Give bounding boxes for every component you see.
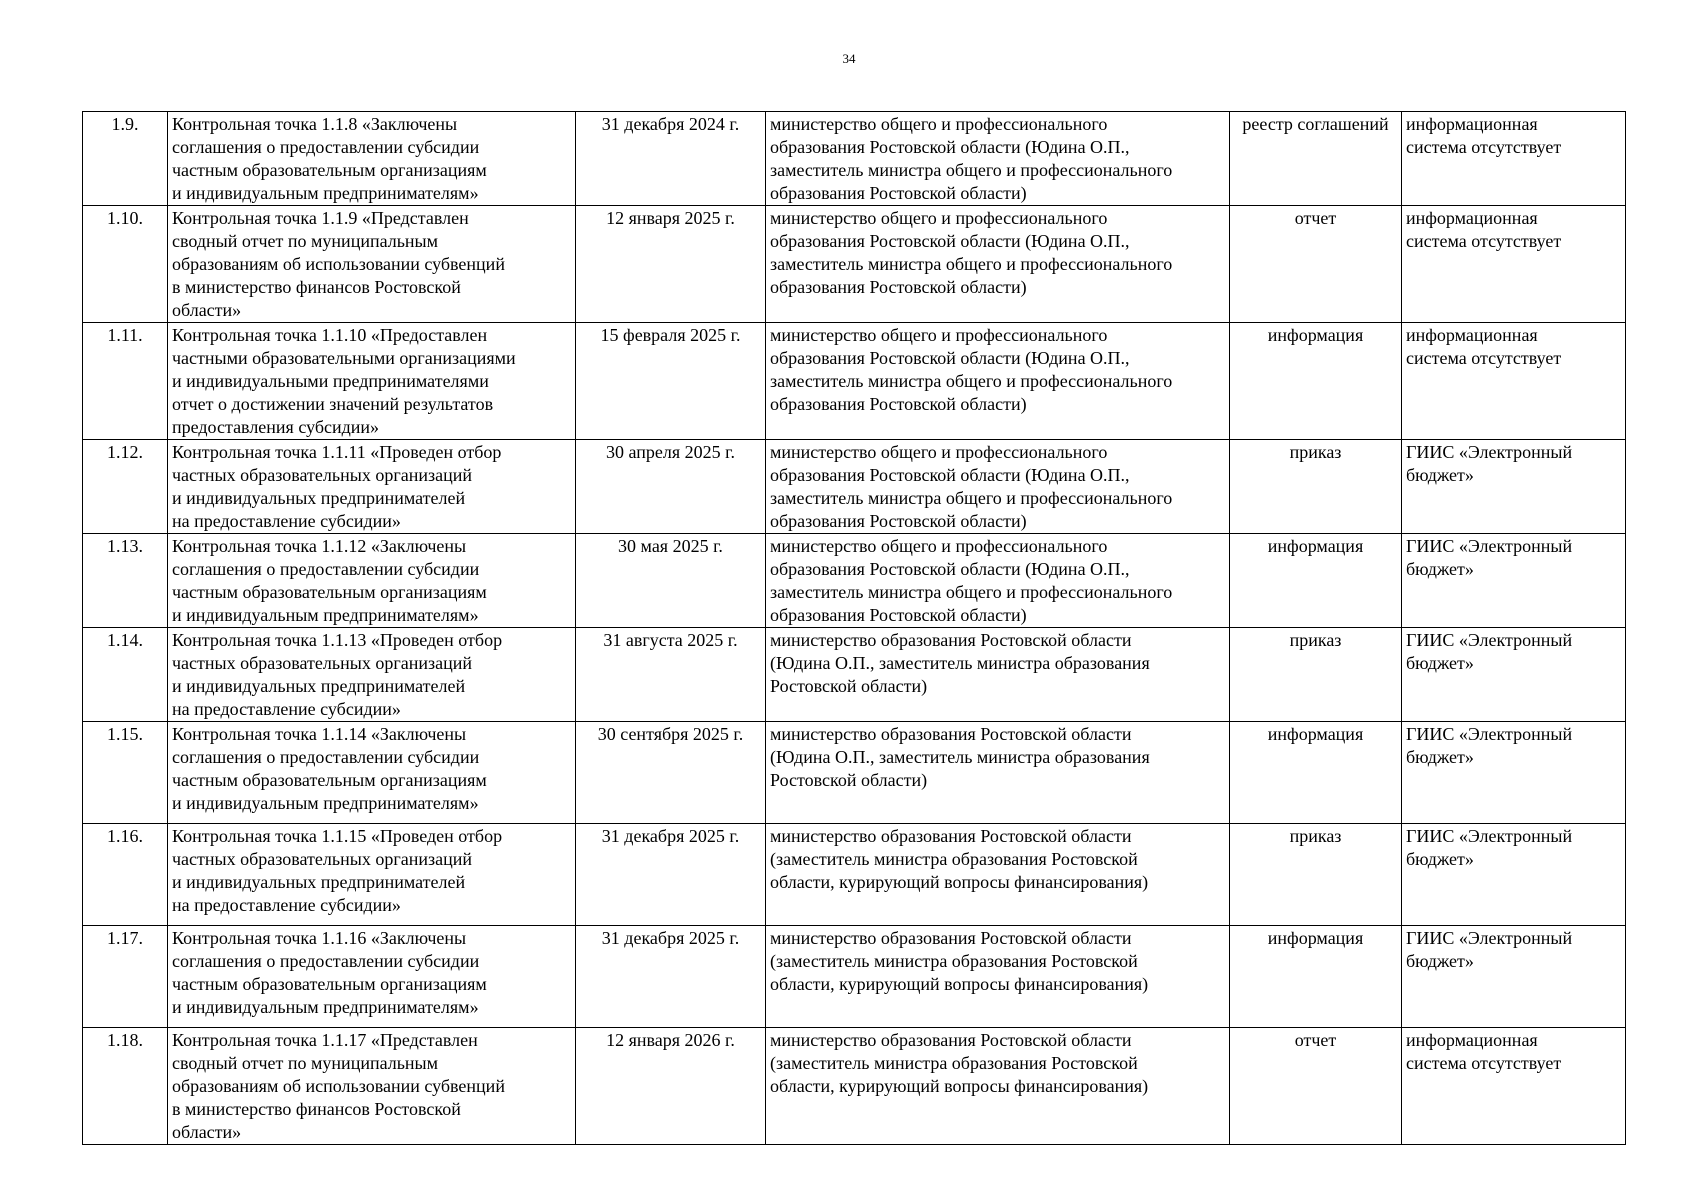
control-point-name-cell-line: и индивидуальными предпринимателями: [172, 371, 489, 391]
responsible-executor-cell-line: образования Ростовской области): [770, 605, 1027, 625]
responsible-executor-cell-line: министерство образования Ростовской области: [770, 724, 1132, 744]
responsible-executor-cell-line: (Юдина О.П., заместитель министра образования: [770, 747, 1150, 767]
control-point-name-cell-line: частных образовательных организаций: [172, 465, 472, 485]
responsible-executor-cell-line: министерство образования Ростовской области: [770, 1030, 1132, 1050]
document-type-cell: информация: [1230, 534, 1402, 628]
responsible-executor-cell-line: образования Ростовской области): [770, 183, 1027, 203]
responsible-executor-cell: [766, 926, 1230, 1028]
control-point-name-cell-line: Контрольная точка 1.1.10 «Предоставлен: [172, 325, 488, 345]
information-system-cell-line: бюджет»: [1406, 559, 1474, 579]
control-point-name-cell-line: Контрольная точка 1.1.14 «Заключены: [172, 724, 467, 744]
control-point-name-cell-line: на предоставление субсидии»: [172, 699, 401, 719]
control-point-name-cell: [168, 722, 576, 824]
responsible-executor-cell-line: области, курирующий вопросы финансирования): [770, 1076, 1149, 1096]
control-point-name-cell: [168, 926, 576, 1028]
responsible-executor-cell: [766, 534, 1230, 628]
control-point-name-cell: [168, 112, 576, 206]
deadline-date-cell: 31 августа 2025 г.: [576, 628, 766, 722]
information-system-cell: [1402, 722, 1626, 824]
deadline-date-cell: 15 февраля 2025 г.: [576, 323, 766, 440]
document-type-cell: приказ: [1230, 628, 1402, 722]
responsible-executor-cell-line: (заместитель министра образования Ростовской: [770, 951, 1138, 971]
responsible-executor-cell-line: заместитель министра общего и профессионального: [770, 254, 1173, 274]
row-number-cell: 1.13.: [83, 534, 168, 628]
responsible-executor-cell-line: (заместитель министра образования Ростовской: [770, 1053, 1138, 1073]
information-system-cell-line: бюджет»: [1406, 747, 1474, 767]
information-system-cell-line: бюджет»: [1406, 951, 1474, 971]
document-type-cell: информация: [1230, 722, 1402, 824]
control-point-name-cell-line: Контрольная точка 1.1.15 «Проведен отбор: [172, 826, 503, 846]
deadline-date-cell: 30 апреля 2025 г.: [576, 440, 766, 534]
control-point-name-cell-line: в министерство финансов Ростовской: [172, 277, 461, 297]
responsible-executor-cell: [766, 440, 1230, 534]
information-system-cell-line: информационная: [1406, 114, 1538, 134]
information-system-cell-line: система отсутствует: [1406, 137, 1562, 157]
responsible-executor-cell: [766, 206, 1230, 323]
control-point-name-cell-line: и индивидуальным предпринимателям»: [172, 997, 479, 1017]
control-point-name-cell-line: частными образовательными организациями: [172, 348, 516, 368]
row-number-cell: 1.18.: [83, 1028, 168, 1145]
information-system-cell: [1402, 824, 1626, 926]
control-point-name-cell-line: частным образовательным организациям: [172, 770, 487, 790]
control-point-name-cell-line: частным образовательным организациям: [172, 582, 487, 602]
information-system-cell-line: ГИИС «Электронный: [1406, 826, 1573, 846]
information-system-cell-line: ГИИС «Электронный: [1406, 724, 1573, 744]
table-row: [83, 534, 1626, 628]
responsible-executor-cell-line: министерство образования Ростовской области: [770, 630, 1132, 650]
responsible-executor-cell-line: министерство общего и профессионального: [770, 114, 1108, 134]
information-system-cell-line: ГИИС «Электронный: [1406, 442, 1573, 462]
control-point-name-cell-line: и индивидуальных предпринимателей: [172, 488, 466, 508]
responsible-executor-cell-line: образования Ростовской области): [770, 394, 1027, 414]
control-point-name-cell-line: области»: [172, 1122, 242, 1142]
control-point-name-cell-line: частным образовательным организациям: [172, 160, 487, 180]
row-number-cell: 1.15.: [83, 722, 168, 824]
control-point-name-cell-line: частных образовательных организаций: [172, 849, 472, 869]
control-point-name-cell-line: и индивидуальных предпринимателей: [172, 872, 466, 892]
information-system-cell: [1402, 440, 1626, 534]
responsible-executor-cell-line: образования Ростовской области): [770, 511, 1027, 531]
control-point-name-cell-line: Контрольная точка 1.1.8 «Заключены: [172, 114, 458, 134]
information-system-cell-line: ГИИС «Электронный: [1406, 630, 1573, 650]
responsible-executor-cell-line: области, курирующий вопросы финансирования): [770, 974, 1149, 994]
document-type-cell: отчет: [1230, 1028, 1402, 1145]
table-row: [83, 824, 1626, 926]
control-point-name-cell-line: Контрольная точка 1.1.17 «Представлен: [172, 1030, 478, 1050]
table-row: [83, 440, 1626, 534]
control-point-name-cell-line: частных образовательных организаций: [172, 653, 472, 673]
deadline-date-cell: 30 мая 2025 г.: [576, 534, 766, 628]
control-point-name-cell: [168, 323, 576, 440]
control-point-name-cell: [168, 824, 576, 926]
control-point-name-cell: [168, 534, 576, 628]
table-row: [83, 112, 1626, 206]
table-row: [83, 1028, 1626, 1145]
deadline-date-cell: 31 декабря 2025 г.: [576, 824, 766, 926]
information-system-cell-line: система отсутствует: [1406, 231, 1562, 251]
document-type-cell: приказ: [1230, 824, 1402, 926]
control-point-name-cell: [168, 440, 576, 534]
control-point-name-cell-line: Контрольная точка 1.1.11 «Проведен отбор: [172, 442, 502, 462]
information-system-cell-line: система отсутствует: [1406, 1053, 1562, 1073]
row-number-cell: 1.9.: [83, 112, 168, 206]
control-point-name-cell-line: предоставления субсидии»: [172, 417, 380, 437]
responsible-executor-cell-line: (заместитель министра образования Ростовской: [770, 849, 1138, 869]
control-point-name-cell-line: соглашения о предоставлении субсидии: [172, 951, 480, 971]
table-row: [83, 206, 1626, 323]
control-point-name-cell-line: и индивидуальным предпринимателям»: [172, 183, 479, 203]
responsible-executor-cell-line: министерство общего и профессионального: [770, 208, 1108, 228]
control-point-name-cell-line: отчет о достижении значений результатов: [172, 394, 494, 414]
responsible-executor-cell-line: министерство образования Ростовской области: [770, 928, 1132, 948]
control-point-name-cell-line: образованиям об использовании субвенций: [172, 254, 505, 274]
document-type-cell: приказ: [1230, 440, 1402, 534]
control-point-name-cell-line: сводный отчет по муниципальным: [172, 231, 439, 251]
row-number-cell: 1.12.: [83, 440, 168, 534]
responsible-executor-cell-line: области, курирующий вопросы финансирования): [770, 872, 1149, 892]
responsible-executor-cell: [766, 1028, 1230, 1145]
table-row: [83, 722, 1626, 824]
information-system-cell: [1402, 1028, 1626, 1145]
row-number-cell: 1.11.: [83, 323, 168, 440]
document-type-cell: информация: [1230, 323, 1402, 440]
information-system-cell-line: ГИИС «Электронный: [1406, 928, 1573, 948]
responsible-executor-cell: [766, 323, 1230, 440]
row-number-cell: 1.14.: [83, 628, 168, 722]
control-point-name-cell-line: соглашения о предоставлении субсидии: [172, 747, 480, 767]
responsible-executor-cell: [766, 722, 1230, 824]
information-system-cell-line: бюджет»: [1406, 653, 1474, 673]
control-point-name-cell-line: частным образовательным организациям: [172, 974, 487, 994]
control-point-name-cell-line: сводный отчет по муниципальным: [172, 1053, 439, 1073]
deadline-date-cell: 30 сентября 2025 г.: [576, 722, 766, 824]
information-system-cell-line: система отсутствует: [1406, 348, 1562, 368]
responsible-executor-cell-line: образования Ростовской области (Юдина О.П.,: [770, 559, 1130, 579]
responsible-executor-cell-line: образования Ростовской области (Юдина О.П.,: [770, 465, 1130, 485]
responsible-executor-cell-line: образования Ростовской области (Юдина О.П.,: [770, 348, 1130, 368]
control-point-name-cell-line: соглашения о предоставлении субсидии: [172, 137, 480, 157]
deadline-date-cell: 12 января 2025 г.: [576, 206, 766, 323]
information-system-cell-line: ГИИС «Электронный: [1406, 536, 1573, 556]
table-row: [83, 323, 1626, 440]
responsible-executor-cell-line: министерство образования Ростовской области: [770, 826, 1132, 846]
control-point-name-cell-line: на предоставление субсидии»: [172, 895, 401, 915]
control-point-name-cell-line: и индивидуальным предпринимателям»: [172, 605, 479, 625]
information-system-cell-line: информационная: [1406, 208, 1538, 228]
document-type-cell: информация: [1230, 926, 1402, 1028]
responsible-executor-cell-line: Ростовской области): [770, 676, 928, 696]
control-point-name-cell: [168, 1028, 576, 1145]
table-row: [83, 628, 1626, 722]
responsible-executor-cell-line: образования Ростовской области (Юдина О.П.,: [770, 231, 1130, 251]
row-number-cell: 1.16.: [83, 824, 168, 926]
document-type-cell: отчет: [1230, 206, 1402, 323]
control-point-name-cell-line: и индивидуальных предпринимателей: [172, 676, 466, 696]
information-system-cell-line: бюджет»: [1406, 849, 1474, 869]
responsible-executor-cell-line: образования Ростовской области): [770, 277, 1027, 297]
information-system-cell: [1402, 323, 1626, 440]
responsible-executor-cell-line: министерство общего и профессионального: [770, 536, 1108, 556]
responsible-executor-cell-line: заместитель министра общего и профессионального: [770, 160, 1173, 180]
responsible-executor-cell: [766, 628, 1230, 722]
responsible-executor-cell-line: заместитель министра общего и профессионального: [770, 582, 1173, 602]
responsible-executor-cell-line: (Юдина О.П., заместитель министра образования: [770, 653, 1150, 673]
information-system-cell: [1402, 112, 1626, 206]
control-point-name-cell-line: и индивидуальным предпринимателям»: [172, 793, 479, 813]
control-point-name-cell: [168, 206, 576, 323]
responsible-executor-cell-line: образования Ростовской области (Юдина О.П.,: [770, 137, 1130, 157]
information-system-cell: [1402, 534, 1626, 628]
control-point-name-cell-line: Контрольная точка 1.1.16 «Заключены: [172, 928, 467, 948]
responsible-executor-cell-line: Ростовской области): [770, 770, 928, 790]
information-system-cell: [1402, 206, 1626, 323]
control-points-table: [82, 111, 1626, 1145]
control-point-name-cell-line: области»: [172, 300, 242, 320]
responsible-executor-cell: [766, 824, 1230, 926]
information-system-cell-line: информационная: [1406, 325, 1538, 345]
responsible-executor-cell-line: заместитель министра общего и профессионального: [770, 488, 1173, 508]
deadline-date-cell: 31 декабря 2025 г.: [576, 926, 766, 1028]
control-point-name-cell-line: Контрольная точка 1.1.13 «Проведен отбор: [172, 630, 503, 650]
page-number: 34: [842, 51, 856, 66]
document-type-cell: реестр соглашений: [1230, 112, 1402, 206]
control-point-name-cell-line: в министерство финансов Ростовской: [172, 1099, 461, 1119]
deadline-date-cell: 12 января 2026 г.: [576, 1028, 766, 1145]
information-system-cell-line: информационная: [1406, 1030, 1538, 1050]
deadline-date-cell: 31 декабря 2024 г.: [576, 112, 766, 206]
responsible-executor-cell-line: министерство общего и профессионального: [770, 442, 1108, 462]
control-point-name-cell-line: соглашения о предоставлении субсидии: [172, 559, 480, 579]
information-system-cell: [1402, 628, 1626, 722]
control-point-name-cell-line: Контрольная точка 1.1.12 «Заключены: [172, 536, 467, 556]
control-point-name-cell-line: на предоставление субсидии»: [172, 511, 401, 531]
information-system-cell-line: бюджет»: [1406, 465, 1474, 485]
control-point-name-cell-line: образованиям об использовании субвенций: [172, 1076, 505, 1096]
row-number-cell: 1.10.: [83, 206, 168, 323]
information-system-cell: [1402, 926, 1626, 1028]
row-number-cell: 1.17.: [83, 926, 168, 1028]
responsible-executor-cell: [766, 112, 1230, 206]
responsible-executor-cell-line: заместитель министра общего и профессионального: [770, 371, 1173, 391]
control-point-name-cell: [168, 628, 576, 722]
responsible-executor-cell-line: министерство общего и профессионального: [770, 325, 1108, 345]
table-row: [83, 926, 1626, 1028]
control-point-name-cell-line: Контрольная точка 1.1.9 «Представлен: [172, 208, 469, 228]
